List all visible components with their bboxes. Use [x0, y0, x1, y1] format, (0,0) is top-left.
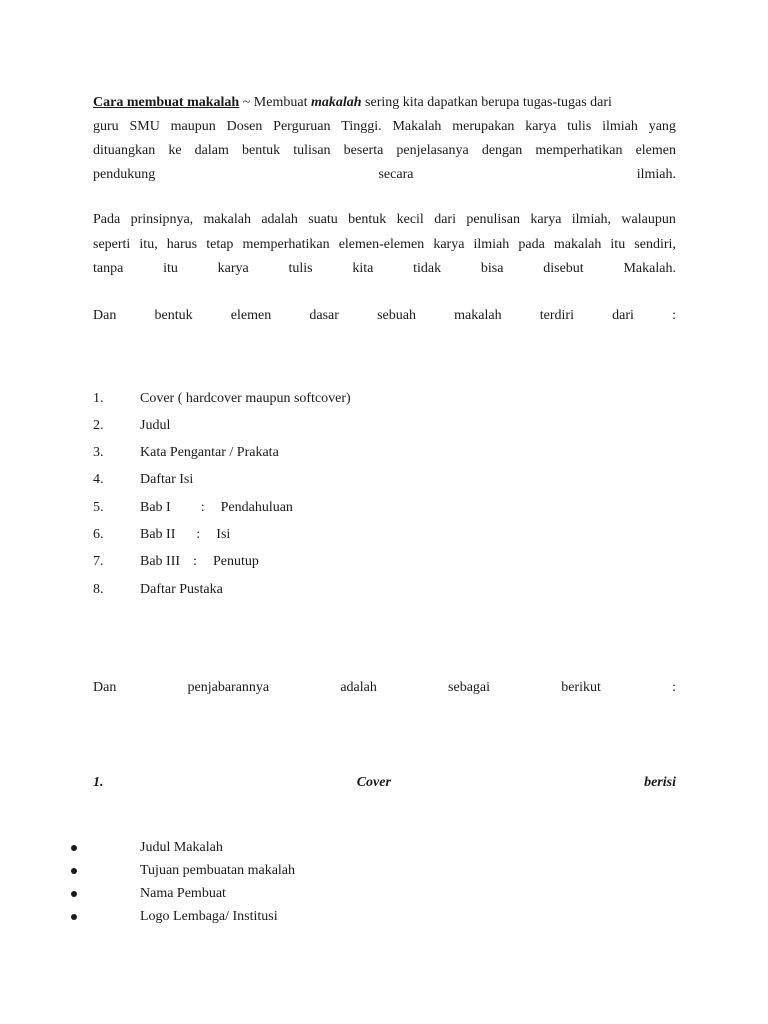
- word: Makalah.: [623, 261, 676, 276]
- section-heading-cover: [93, 773, 676, 793]
- list-number: 6.: [93, 527, 104, 542]
- para2-line2: [93, 235, 676, 255]
- word: terdiri: [539, 308, 574, 323]
- word: merupakan: [452, 119, 515, 134]
- list-number: 8.: [93, 582, 104, 597]
- bullet-item: Logo Lembaga/ Institusi: [140, 909, 278, 924]
- word: itu,: [139, 237, 158, 252]
- word: bentuk: [241, 143, 281, 158]
- list-number: 5.: [93, 500, 104, 515]
- word: SMU: [129, 119, 160, 134]
- para1-line4: [93, 165, 676, 185]
- para1-line3: [93, 141, 676, 161]
- word: tetap: [206, 237, 234, 252]
- bullet-icon: [71, 891, 77, 897]
- list-item-label: Daftar Pustaka: [140, 582, 223, 597]
- list-item: [140, 552, 259, 572]
- list-number: 7.: [93, 554, 104, 569]
- word: beserta: [343, 143, 384, 158]
- word: makalah: [203, 212, 251, 227]
- para1-emphasis: makalah: [310, 95, 362, 110]
- word: Dan: [93, 680, 117, 695]
- para4-line: [93, 678, 676, 698]
- para1-line1: [93, 93, 676, 113]
- word: tulis: [567, 119, 592, 134]
- title-link[interactable]: Cara membuat makalah: [93, 95, 240, 110]
- list-item: [140, 416, 170, 436]
- word: dari: [434, 212, 456, 227]
- list-item: [140, 389, 351, 409]
- word: adalah: [340, 680, 377, 695]
- list-number: 2.: [93, 418, 104, 433]
- word: walaupun: [621, 212, 676, 227]
- para3-line: [93, 306, 676, 326]
- word: sebagai: [448, 680, 491, 695]
- bullet-item: Nama Pembuat: [140, 886, 226, 901]
- word: Dosen: [226, 119, 263, 134]
- list-item-description: Isi: [216, 527, 231, 542]
- word: elemen: [230, 308, 272, 323]
- word: dasar: [309, 308, 339, 323]
- word: maupun: [170, 119, 216, 134]
- word: ilmiah: [602, 119, 638, 134]
- bullet-item: Judul Makalah: [140, 840, 223, 855]
- list-number: 3.: [93, 445, 104, 460]
- list-item: [140, 470, 193, 490]
- word: makalah: [454, 308, 502, 323]
- word: penjabarannya: [187, 680, 270, 695]
- word: pada: [518, 237, 545, 252]
- list-item-description: Penutup: [212, 554, 259, 569]
- bullet-item: Tujuan pembuatan makalah: [140, 863, 296, 878]
- word: suatu: [308, 212, 338, 227]
- word: Perguruan: [273, 119, 331, 134]
- word: ke: [168, 143, 182, 158]
- word: :: [672, 308, 676, 323]
- list-item: [140, 580, 223, 600]
- word: Dan: [93, 308, 117, 323]
- para2-line3: [93, 259, 676, 279]
- word: memperhatikan: [242, 237, 330, 252]
- word: harus: [166, 237, 198, 252]
- word: guru: [93, 119, 119, 134]
- bullet-icon: [71, 868, 77, 874]
- word: prinsipnya,: [130, 212, 194, 227]
- word: adalah: [261, 212, 298, 227]
- word: yang: [648, 119, 676, 134]
- word: elemen-elemen: [338, 237, 425, 252]
- word: bentuk: [154, 308, 193, 323]
- word: karya: [530, 212, 562, 227]
- word: dari: [612, 308, 634, 323]
- word: disebut: [543, 261, 584, 276]
- word: ilmiah: [473, 237, 510, 252]
- word: penulisan: [466, 212, 520, 227]
- word: tanpa: [93, 261, 124, 276]
- word: karya: [433, 237, 465, 252]
- word: Pada: [93, 212, 121, 227]
- list-item: [140, 498, 293, 518]
- list-item-label: Cover ( hardcover maupun softcover): [140, 391, 351, 406]
- word: kecil: [396, 212, 424, 227]
- word: sendiri,: [634, 237, 676, 252]
- word: Makalah: [392, 119, 442, 134]
- list-item-description: Pendahuluan: [220, 500, 293, 515]
- word: kita: [352, 261, 374, 276]
- word: seperti: [93, 237, 131, 252]
- word: tulis: [288, 261, 313, 276]
- list-item-separator: :: [200, 500, 205, 515]
- word: berisi: [644, 775, 676, 790]
- bullet-icon: [71, 845, 77, 851]
- word: berikut: [561, 680, 601, 695]
- list-item-label: Bab II: [140, 527, 176, 542]
- word: ilmiah,: [571, 212, 612, 227]
- para1-tilde: ~ Membuat: [239, 95, 311, 110]
- list-item-label: Daftar Isi: [140, 472, 194, 487]
- list-item-label: Bab I: [140, 500, 171, 515]
- list-item-separator: :: [193, 554, 197, 569]
- list-item-label: Judul: [140, 418, 171, 433]
- word: Tinggi.: [341, 119, 382, 134]
- word: itu: [163, 261, 178, 276]
- para1-line2: [93, 117, 676, 137]
- word: dituangkan: [93, 143, 156, 158]
- word: dalam: [194, 143, 229, 158]
- word: elemen: [635, 143, 676, 158]
- word: tidak: [413, 261, 442, 276]
- word: sebuah: [377, 308, 416, 323]
- word: memperhatikan: [535, 143, 623, 158]
- word: bentuk: [348, 212, 387, 227]
- list-item: [140, 525, 230, 545]
- list-item: [140, 443, 279, 463]
- word: makalah: [553, 237, 602, 252]
- word: ilmiah.: [636, 167, 676, 182]
- bullet-icon: [71, 914, 77, 920]
- word: 1.: [93, 775, 104, 790]
- para2-line1: [93, 210, 676, 230]
- list-number: 1.: [93, 391, 104, 406]
- list-number: 4.: [93, 472, 104, 487]
- list-item-label: Bab III: [140, 554, 181, 569]
- word: karya: [525, 119, 557, 134]
- para1-rest: sering kita dapatkan berupa tugas-tugas dari: [361, 95, 612, 110]
- word: karya: [217, 261, 249, 276]
- word: secara: [378, 167, 414, 182]
- word: bisa: [480, 261, 504, 276]
- list-item-label: Kata Pengantar / Prakata: [140, 445, 279, 460]
- word: penjelasanya: [396, 143, 469, 158]
- word: :: [672, 680, 676, 695]
- word: itu: [610, 237, 626, 252]
- word: dengan: [481, 143, 523, 158]
- list-item-separator: :: [196, 527, 201, 542]
- word: pendukung: [93, 167, 156, 182]
- word: Cover: [356, 775, 391, 790]
- word: tulisan: [293, 143, 331, 158]
